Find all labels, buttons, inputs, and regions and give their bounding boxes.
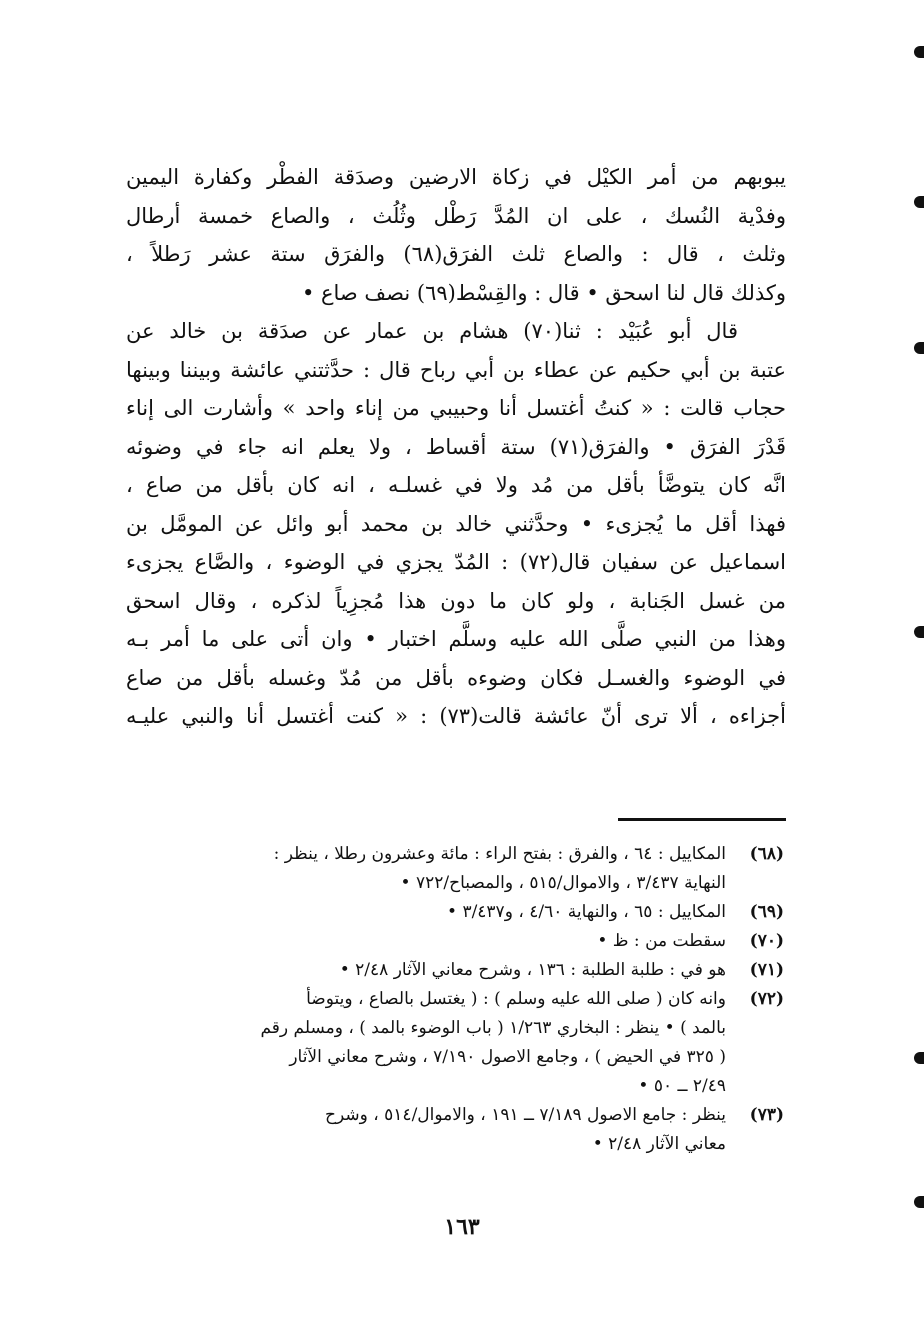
- footnote-separator: [618, 818, 786, 821]
- main-body-text: [126, 158, 786, 736]
- text-line: انَّه كان يتوضَّأ بأقل من مُد ولا في غسلـه ، انه كان بأقل من صاع ،: [126, 473, 786, 497]
- text-line: أجزاءه ، ألا ترى أنّ عائشة قالت(٧٣) : « كنت أغتسل أنا والنبي عليـه: [126, 704, 786, 728]
- footnote-text: سقطت من : ظ •: [597, 931, 726, 951]
- text-line: قَدْرَ الفرَق • والفرَق(٧١) ستة أقساط ، ولا يعلم انه جاء في وضوئه: [126, 434, 786, 459]
- footnote-text: معاني الآثار ٢/٤٨ •: [592, 1134, 726, 1154]
- scan-edge-mark: [914, 1052, 924, 1064]
- footnote-number: (٧١): [749, 960, 784, 980]
- scan-edge-mark: [914, 342, 924, 354]
- scan-edge-mark: [914, 196, 924, 208]
- footnote-number: (٦٨): [749, 844, 784, 864]
- footnote-text: ( ٣٢٥ في الحيض ) ، وجامع الاصول ٧/١٩٠ ، وشرح معاني الآثار: [289, 1047, 726, 1067]
- footnote: [128, 985, 784, 1101]
- footnote-number: (٧٢): [749, 989, 784, 1009]
- footnote: [128, 956, 784, 985]
- text-line: يبوبهم من أمر الكيْل في زكاة الارضين وصدَقة الفطْر وكفارة اليمين: [126, 165, 786, 189]
- footnote-number: (٦٩): [749, 902, 784, 922]
- footnote: [128, 927, 784, 956]
- footnotes: [128, 840, 784, 1159]
- footnote: [128, 898, 784, 927]
- footnote-number: (٧٠): [749, 931, 784, 951]
- footnote-text: المكاييل : ٦٥ ، والنهاية ٤/٦٠ ، و٣/٤٣٧ •: [447, 902, 726, 922]
- text-line: عتبة بن أبي حكيم عن عطاء بن أبي رباح قال : حدَّثتني عائشة وبيننا وبينها: [126, 357, 786, 382]
- text-line: من غسل الجَنابة ، ولو كان ما دون هذا مُجزِياً لذكره ، وقال اسحق: [126, 588, 786, 613]
- page-number: ١٦٣: [444, 1214, 480, 1240]
- text-line: وهذا من النبي صلَّى الله عليه وسلَّم اختبار • وان أتى على ما أمر بـه: [126, 627, 786, 651]
- footnote-text: النهاية ٣/٤٣٧ ، والاموال/٥١٥ ، والمصباح/٧٢٢ •: [400, 873, 726, 893]
- text-line: حجاب قالت : « كنتُ أغتسل أنا وحبيبي من إناء واحد » وأشارت الى إناء: [126, 396, 786, 420]
- text-line: اسماعيل عن سفيان قال(٧٢) : المُدّ يجزي في الوضوء ، والصَّاع يجزىء: [126, 550, 786, 574]
- text-line: في الوضوء والغسـل فكان وضوءه بأقل من مُدّ وغسله بأقل من صاع: [126, 665, 786, 690]
- text-line: وثلث ، قال : والصاع ثلث الفرَق(٦٨) والفرَق ستة عشر رَطلاً ،: [126, 242, 786, 266]
- footnote-number: (٧٣): [749, 1105, 784, 1125]
- text-line: وكذلك قال لنا اسحق • قال : والقِسْط(٦٩) نصف صاع •: [301, 280, 786, 305]
- footnote-text: هو في : طلبة الطلبة : ١٣٦ ، وشرح معاني الآثار ٢/٤٨ •: [339, 960, 726, 980]
- footnote-text: وانه كان ( صلى الله عليه وسلم ) : ( يغتسل بالصاع ، ويتوضأ: [306, 989, 726, 1009]
- text-line: فهذا أقل ما يُجزىء • وحدَّثني خالد بن محمد أبو وائل عن المومَّل بن: [126, 511, 786, 536]
- text-line: قال أبو عُبَيْد : ثنا(٧٠) هشام بن عمار عن صدَقة بن خالد عن: [126, 319, 738, 343]
- footnote: [128, 840, 784, 898]
- scan-edge-mark: [914, 46, 924, 58]
- footnote: [128, 1101, 784, 1159]
- footnote-text: المكاييل : ٦٤ ، والفرق : بفتح الراء : مائة وعشرون رطلا ، ينظر :: [273, 844, 726, 864]
- footnote-text: ينظر : جامع الاصول ٧/١٨٩ ــ ١٩١ ، والاموال/٥١٤ ، وشرح: [325, 1105, 726, 1125]
- footnote-text: بالمد ) • ينظر : البخاري ١/٢٦٣ ( باب الوضوء بالمد ) ، ومسلم رقم: [260, 1018, 726, 1038]
- scan-edge-mark: [914, 1196, 924, 1208]
- scan-edge-mark: [914, 626, 924, 638]
- footnote-text: ٢/٤٩ ــ ٥٠ •: [638, 1076, 726, 1096]
- text-line: وفدْية النُسك ، على ان المُدَّ رَطْل وثُلُث ، والصاع خمسة أرطال: [126, 203, 786, 228]
